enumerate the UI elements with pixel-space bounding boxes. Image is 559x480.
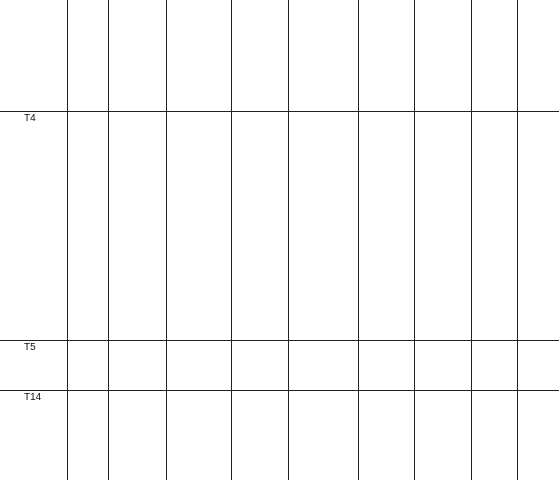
column-rule — [517, 0, 518, 480]
group-rule — [0, 390, 559, 391]
column-rule — [108, 0, 109, 480]
column-rule — [166, 0, 167, 480]
column-rule — [288, 0, 289, 480]
column-rule — [358, 0, 359, 480]
group-rule — [0, 111, 559, 112]
group-rule — [0, 340, 559, 341]
column-rule — [471, 0, 472, 480]
row-label: T4 — [24, 112, 36, 124]
row-label: T14 — [24, 391, 42, 403]
column-rule — [231, 0, 232, 480]
row-label: T5 — [24, 342, 36, 354]
column-rule — [414, 0, 415, 480]
column-rule — [67, 0, 68, 480]
